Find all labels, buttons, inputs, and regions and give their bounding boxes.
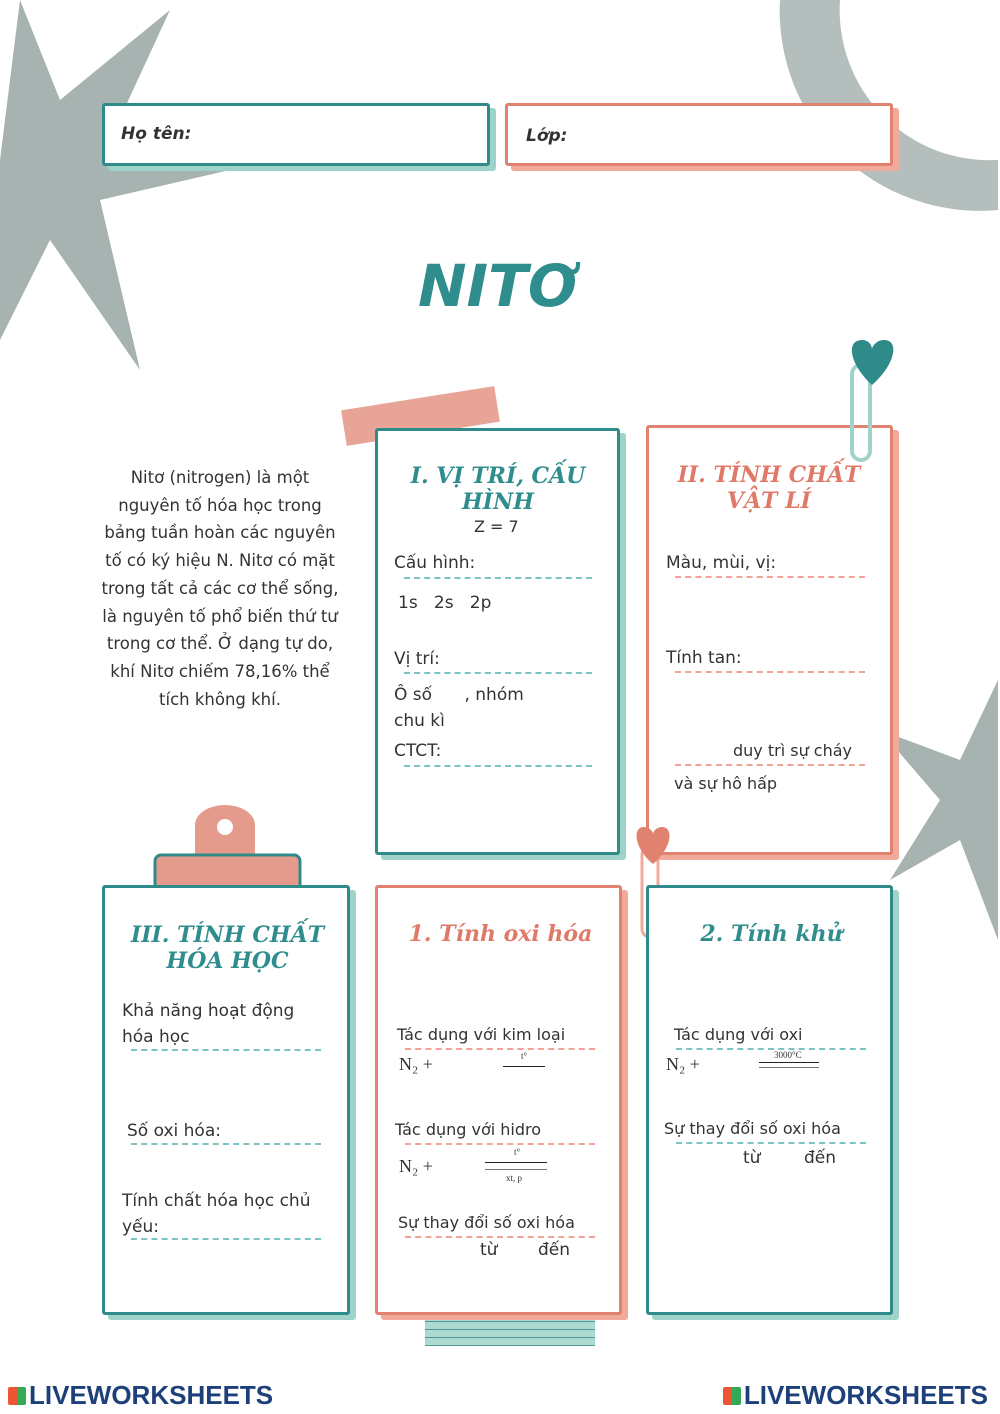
class-field[interactable] — [505, 103, 893, 166]
intro-text: Nitơ (nitrogen) là một nguyên tố hóa học trong bảng tuần hoàn các nguyên tố có ký hiệu N. Nitơ có mặt trong tất cả các cơ thể sống, là nguyên tố phổ biến thứ tư trong cơ thể. Ở dạng tự do, khí Nitơ chiếm 78,16% thể tích không khí. — [101, 468, 339, 709]
main-property-label: Tính chất hóa học chủ yếu: — [122, 1191, 311, 1237]
oxidation-label: Số oxi hóa: — [127, 1121, 221, 1141]
clipboard-clip-icon — [150, 805, 305, 895]
class-label: Lớp: — [526, 126, 568, 146]
position-label: Vị trí: — [394, 649, 440, 669]
section1-title: I. VỊ TRÍ, CẤU HÌNH — [410, 463, 586, 515]
star-decoration-icon — [0, 0, 240, 380]
period: chu kì — [394, 711, 445, 731]
orbitals: 1s 2s 2p — [398, 593, 492, 613]
page-title: NITƠ — [418, 252, 577, 320]
name-label: Họ tên: — [121, 124, 192, 144]
card-position-config — [375, 428, 620, 855]
metal-label: Tác dụng với kim loại — [397, 1025, 566, 1044]
condition-hydrogen-bottom: xt, p — [506, 1173, 523, 1183]
formula-label: CTCT: — [394, 741, 442, 761]
equation-hydrogen: N₂ + — [399, 1156, 433, 1176]
combustion-text: duy trì sự cháy — [733, 741, 853, 760]
oxygen-label: Tác dụng với oxi — [674, 1025, 803, 1044]
section3-title: III. TÍNH CHẤT HÓA HỌC — [130, 922, 325, 974]
oxidizing-title: 1. Tính oxi hóa — [408, 921, 593, 947]
equation-oxygen: N₂ + — [666, 1054, 700, 1074]
reducing-title: 2. Tính khử — [700, 921, 843, 947]
name-field[interactable] — [102, 103, 490, 166]
hydrogen-label: Tác dụng với hidro — [395, 1120, 542, 1139]
card-oxidizing — [375, 885, 622, 1315]
oxidizing-change-label: Sự thay đổi số oxi hóa — [398, 1213, 575, 1232]
logo-icon — [8, 1387, 26, 1405]
oxidizing-from: từ — [480, 1240, 498, 1260]
solubility-label: Tính tan: — [666, 648, 742, 668]
section2-title: II. TÍNH CHẤT VẬT LÍ — [677, 462, 861, 514]
color-label: Màu, mùi, vị: — [666, 553, 777, 573]
card-physical-properties — [646, 425, 893, 855]
reducing-to: đến — [804, 1148, 837, 1168]
condition-hydrogen-top: t° — [514, 1147, 521, 1157]
cell-group: Ô số , nhóm — [394, 685, 524, 705]
card-reducing — [646, 885, 893, 1315]
liveworksheets-logo-left[interactable]: LIVEWORKSHEETS — [8, 1380, 273, 1411]
heart-paperclip-icon — [840, 335, 905, 465]
activity-label: Khả năng hoạt động hóa học — [122, 1001, 295, 1047]
condition-oxygen: 3000°C — [774, 1050, 802, 1060]
reducing-from: từ — [743, 1148, 761, 1168]
reducing-change-label: Sự thay đổi số oxi hóa — [664, 1119, 841, 1138]
card-chemical-properties — [102, 885, 350, 1315]
oxidizing-to: đến — [538, 1240, 571, 1260]
respiration-text: và sự hô hấp — [674, 774, 778, 793]
condition-metal: t° — [521, 1051, 528, 1061]
equation-metal: N₂ + — [399, 1054, 433, 1074]
star-decoration-right-icon — [880, 680, 998, 940]
liveworksheets-logo-right[interactable]: LIVEWORKSHEETS — [723, 1380, 988, 1411]
z-number: Z = 7 — [474, 517, 519, 536]
logo-icon — [723, 1387, 741, 1405]
config-label: Cấu hình: — [394, 553, 476, 573]
